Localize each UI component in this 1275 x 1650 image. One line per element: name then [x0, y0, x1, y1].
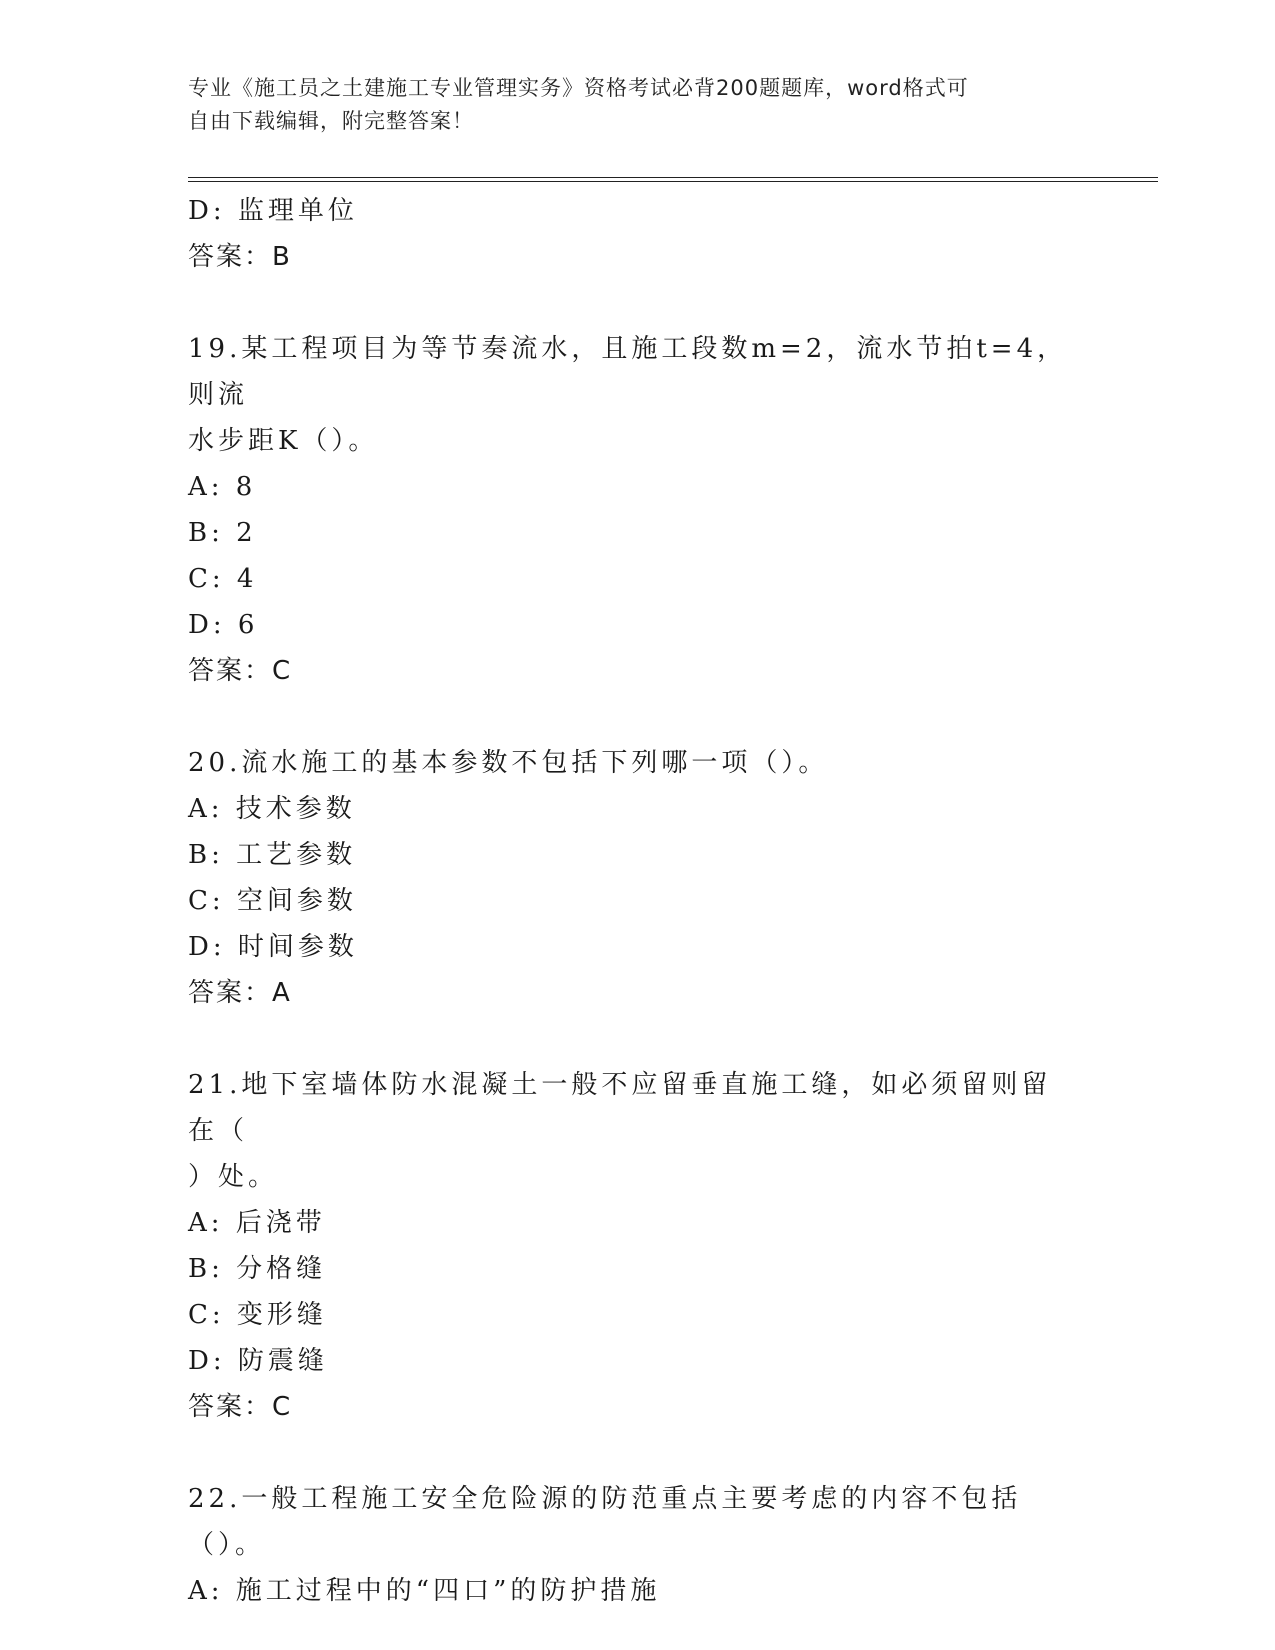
question-19: [188, 326, 1088, 694]
option-d: D: 监理单位: [188, 196, 358, 226]
option-a: A: 8: [188, 472, 257, 502]
question-stem: [188, 326, 1068, 464]
option-d: D: 防震缝: [188, 1346, 328, 1376]
document-header: [188, 72, 1068, 138]
question-stem-line-1: 22.一般工程施工安全危险源的防范重点主要考虑的内容不包括（）。: [188, 1484, 1022, 1560]
question-stem-line-1: 21.地下室墙体防水混凝土一般不应留垂直施工缝，如必须留则留在（: [188, 1070, 1052, 1146]
option-b: B: 2: [188, 518, 257, 548]
option-a: A: 施工过程中的“四口”的防护措施: [188, 1576, 661, 1606]
question-list: [188, 188, 1088, 1614]
option-a: A: 后浇带: [188, 1208, 326, 1238]
header-divider-thin: [188, 177, 1158, 178]
option-c: C: 空间参数: [188, 886, 357, 916]
header-line-1: 专业《施工员之土建施工专业管理实务》资格考试必背200题题库，word格式可: [188, 76, 969, 100]
question-stem: [188, 1062, 1068, 1200]
option-b: B: 分格缝: [188, 1254, 327, 1284]
question-20: [188, 740, 1088, 1016]
answer-line: 答案：B: [188, 242, 292, 272]
question-stem-line-1: 19.某工程项目为等节奏流水，且施工段数m=2，流水节拍t=4，则流: [188, 334, 1068, 410]
option-d: D: 6: [188, 610, 259, 640]
question-stem-line-2: 水步距K（）。: [188, 426, 379, 456]
question-stem-line-1: 20.流水施工的基本参数不包括下列哪一项（）。: [188, 748, 829, 778]
answer-line: 答案：A: [188, 978, 292, 1008]
question-21: [188, 1062, 1088, 1430]
header-divider-thick: [188, 181, 1158, 182]
question-18-tail: [188, 188, 1088, 280]
option-b: B: 工艺参数: [188, 840, 357, 870]
option-c: C: 4: [188, 564, 258, 594]
question-stem: [188, 740, 1068, 786]
question-stem: [188, 1476, 1068, 1568]
option-a: A: 技术参数: [188, 794, 356, 824]
question-22: [188, 1476, 1088, 1614]
answer-line: 答案：C: [188, 656, 293, 686]
question-stem-line-2: ）处。: [188, 1162, 279, 1192]
header-line-2: 自由下载编辑，附完整答案！: [188, 109, 474, 133]
option-d: D: 时间参数: [188, 932, 358, 962]
option-c: C: 变形缝: [188, 1300, 327, 1330]
answer-line: 答案：C: [188, 1392, 293, 1422]
